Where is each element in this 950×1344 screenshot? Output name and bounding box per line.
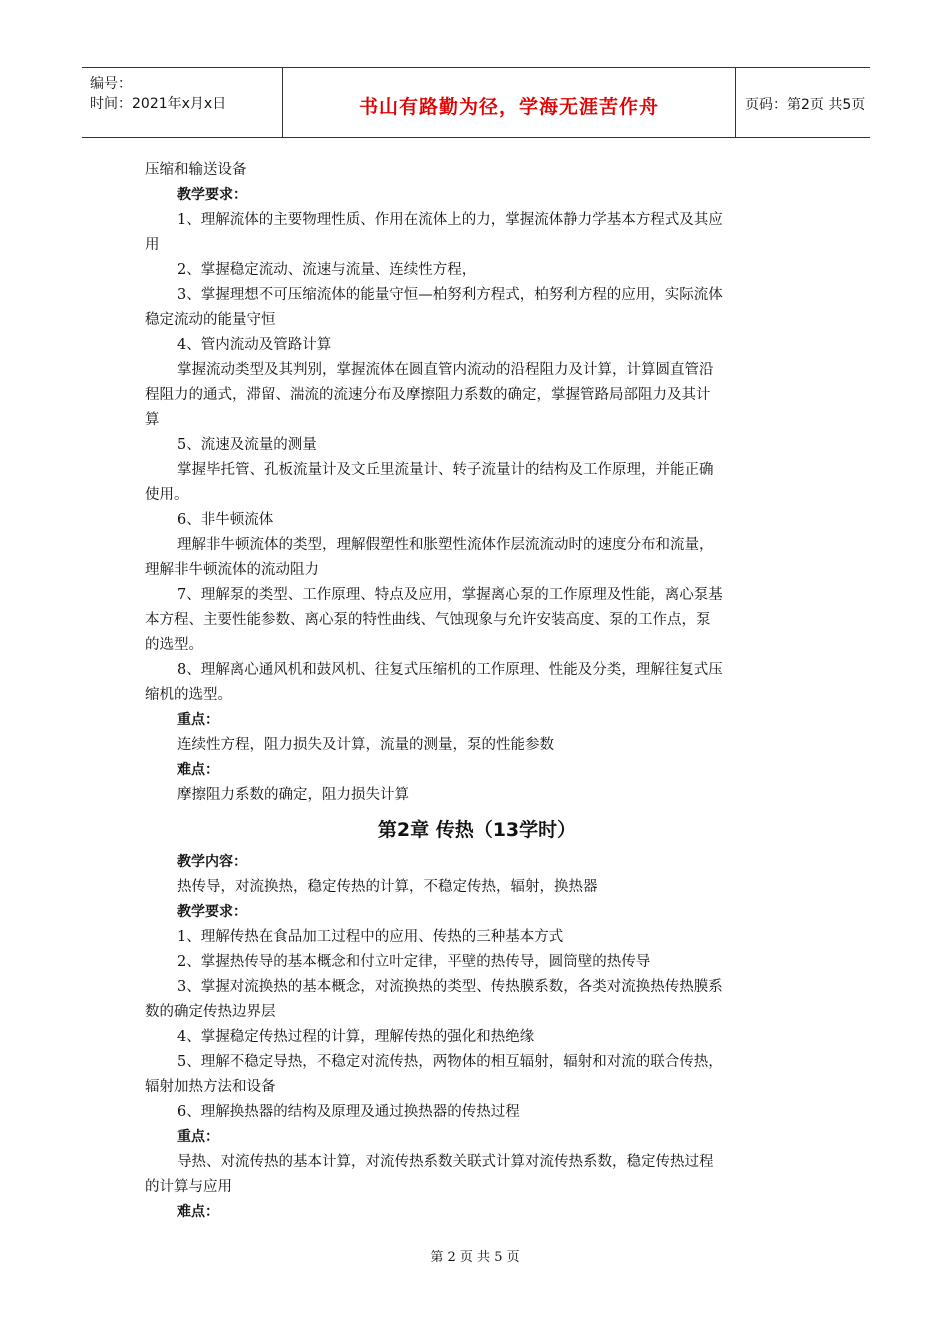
section-heading: 重点： bbox=[177, 712, 219, 728]
body-line: 6、理解换热器的结构及原理及通过换热器的传热过程 bbox=[177, 1104, 520, 1120]
body-line: 热传导，对流换热，稳定传热的计算，不稳定传热，辐射，换热器 bbox=[177, 879, 598, 895]
body-line: 6、非牛顿流体 bbox=[177, 512, 274, 528]
chapter-title: 第2章 传热（13学时） bbox=[377, 819, 577, 841]
body-line: 辐射加热方法和设备 bbox=[145, 1079, 276, 1095]
body-line: 摩擦阻力系数的确定，阻力损失计算 bbox=[177, 787, 409, 803]
body-line: 使用。 bbox=[145, 487, 189, 503]
body-line: 缩机的选型。 bbox=[145, 687, 232, 703]
body-line: 4、掌握稳定传热过程的计算，理解传热的强化和热绝缘 bbox=[177, 1029, 535, 1045]
body-line: 掌握毕托管、孔板流量计及文丘里流量计、转子流量计的结构及工作原理，并能正确 bbox=[177, 462, 714, 478]
section-heading: 重点： bbox=[177, 1129, 219, 1145]
body-line: 5、流速及流量的测量 bbox=[177, 437, 317, 453]
number-label: 编号： bbox=[90, 76, 132, 92]
section-heading: 教学要求： bbox=[177, 187, 247, 203]
motto: 书山有路勤为径，学海无涯苦作舟 bbox=[358, 96, 659, 118]
body-line: 掌握流动类型及其判别，掌握流体在圆直管内流动的沿程阻力及计算，计算圆直管沿 bbox=[177, 362, 714, 378]
body-line: 导热、对流传热的基本计算，对流传热系数关联式计算对流传热系数，稳定传热过程 bbox=[177, 1154, 714, 1170]
body-line: 4、管内流动及管路计算 bbox=[177, 337, 332, 353]
body-line: 8、理解离心通风机和鼓风机、往复式压缩机的工作原理、性能及分类，理解往复式压 bbox=[177, 662, 723, 678]
body-line: 的选型。 bbox=[145, 637, 203, 653]
body-line: 连续性方程，阻力损失及计算，流量的测量，泵的性能参数 bbox=[177, 737, 554, 753]
body-line: 稳定流动的能量守恒 bbox=[145, 312, 276, 328]
body-line: 压缩和输送设备 bbox=[145, 162, 247, 178]
body-line: 理解非牛顿流体的流动阻力 bbox=[145, 562, 319, 578]
body-line: 算 bbox=[145, 412, 160, 428]
section-heat-transfer bbox=[145, 850, 809, 1225]
section-heading: 教学内容： bbox=[177, 854, 247, 870]
time-label: 时间：2021年x月x日 bbox=[90, 96, 227, 112]
body-line: 用 bbox=[145, 237, 160, 253]
body-line: 2、掌握热传导的基本概念和付立叶定律，平壁的热传导，圆筒壁的热传导 bbox=[177, 954, 651, 970]
section-heading: 难点： bbox=[177, 762, 219, 778]
body-line: 的计算与应用 bbox=[145, 1179, 232, 1195]
body-line: 5、理解不稳定导热，不稳定对流传热，两物体的相互辐射，辐射和对流的联合传热， bbox=[177, 1054, 723, 1070]
body-line: 理解非牛顿流体的类型，理解假塑性和胀塑性流体作层流流动时的速度分布和流量， bbox=[177, 537, 714, 553]
page-footer: 第 2 页 共 5 页 bbox=[430, 1250, 520, 1265]
body-line: 1、理解传热在食品加工过程中的应用、传热的三种基本方式 bbox=[177, 929, 564, 945]
section-heading: 难点： bbox=[177, 1204, 219, 1220]
section-heading: 教学要求： bbox=[177, 904, 247, 920]
body-line: 程阻力的通式，滞留、湍流的流速分布及摩擦阻力系数的确定，掌握管路局部阻力及其计 bbox=[145, 387, 711, 403]
body-line: 2、掌握稳定流动、流速与流量、连续性方程， bbox=[177, 262, 477, 278]
section-fluid-mechanics bbox=[145, 158, 809, 808]
header-meta-cell bbox=[82, 68, 282, 137]
body-line: 3、掌握对流换热的基本概念，对流换热的类型、传热膜系数，各类对流换热传热膜系 bbox=[177, 979, 723, 995]
header-motto-cell bbox=[282, 68, 736, 137]
body-line: 3、掌握理想不可压缩流体的能量守恒—柏努利方程式，柏努利方程的应用，实际流体 bbox=[177, 287, 723, 303]
page-info: 页码：第2页 共5页 bbox=[745, 97, 866, 113]
header-page-cell bbox=[735, 68, 870, 137]
body-line: 数的确定传热边界层 bbox=[145, 1004, 276, 1020]
document-body bbox=[145, 158, 809, 1225]
body-line: 7、理解泵的类型、工作原理、特点及应用，掌握离心泵的工作原理及性能，离心泵基 bbox=[177, 587, 723, 603]
body-line: 1、理解流体的主要物理性质、作用在流体上的力，掌握流体静力学基本方程式及其应 bbox=[177, 212, 723, 228]
document-header bbox=[82, 67, 870, 138]
body-line: 本方程、主要性能参数、离心泵的特性曲线、气蚀现象与允许安装高度、泵的工作点，泵 bbox=[145, 612, 711, 628]
